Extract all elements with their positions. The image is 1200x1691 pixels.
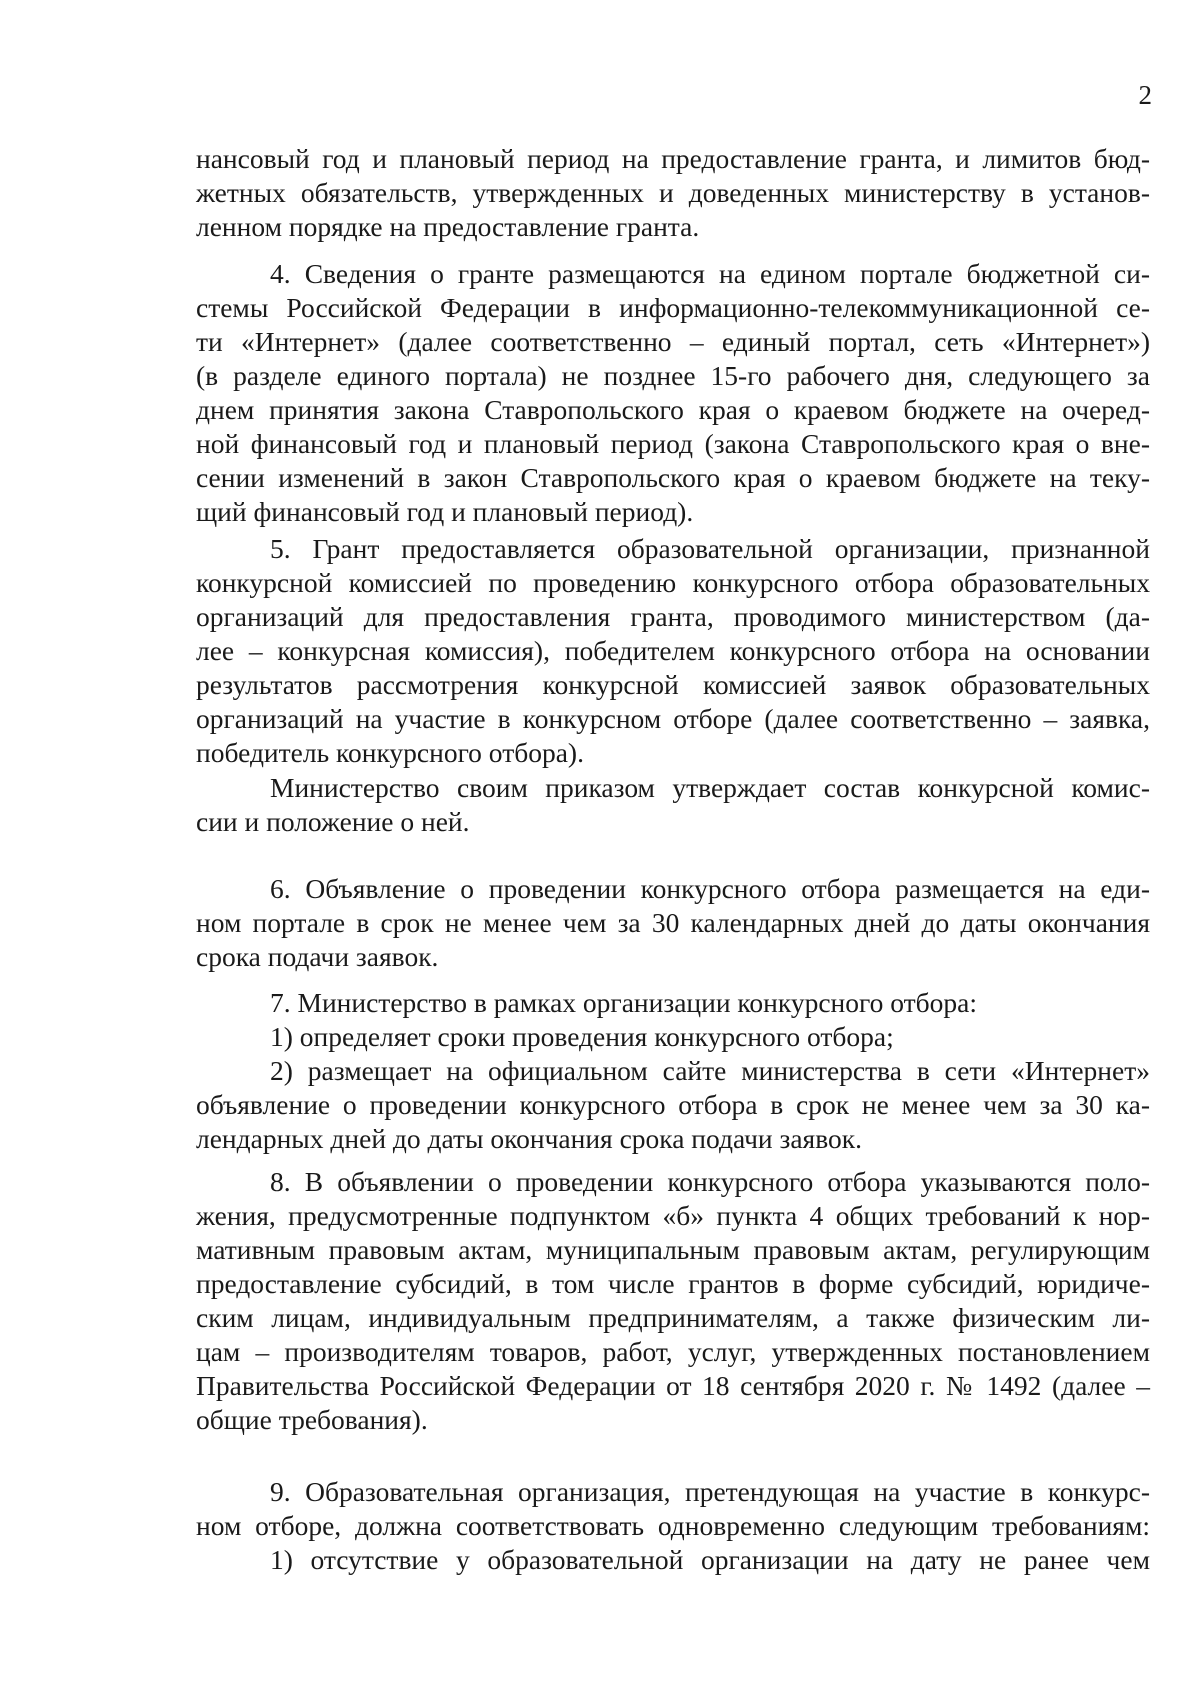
text-line: 6. Объявление о проведении конкурсного отбора размещается на еди-: [270, 873, 1150, 904]
text-line: стемы Российской Федерации в информационно-телекоммуникационной се-: [196, 292, 1150, 323]
paragraph-item-8: [196, 1165, 1150, 1437]
text-line: 4. Сведения о гранте размещаются на едином портале бюджетной си-: [270, 258, 1150, 289]
text-line: объявление о проведении конкурсного отбора в срок не менее чем за 30 ка-: [196, 1089, 1150, 1120]
text-line: ной финансовый год и плановый период (закона Ставропольского края о вне-: [196, 428, 1150, 459]
text-line: конкурсной комиссией по проведению конкурсного отбора образовательных: [196, 567, 1150, 598]
text-line: организаций для предоставления гранта, проводимого министерством (да-: [196, 601, 1150, 632]
text-line: победитель конкурсного отбора).: [196, 737, 584, 768]
text-line: общие требования).: [196, 1404, 428, 1435]
text-line: организаций на участие в конкурсном отборе (далее соответственно – заявка,: [196, 703, 1150, 734]
text-line: ским лицам, индивидуальным предпринимателям, а также физическим ли-: [196, 1302, 1150, 1333]
text-line: мативным правовым актам, муниципальным правовым актам, регулирующим: [196, 1234, 1150, 1265]
text-line: жения, предусмотренные подпунктом «б» пункта 4 общих требований к нор-: [196, 1200, 1150, 1231]
page-number: 2: [1138, 80, 1152, 110]
text-line: результатов рассмотрения конкурсной комиссией заявок образовательных: [196, 669, 1150, 700]
text-line: (в разделе единого портала) не позднее 15-го рабочего дня, следующего за: [196, 360, 1150, 391]
text-line: сии и положение о ней.: [196, 806, 470, 837]
paragraph-item-9: [196, 1475, 1150, 1577]
text-line: предоставление субсидий, в том числе грантов в форме субсидий, юридиче-: [196, 1268, 1150, 1299]
text-line: Правительства Российской Федерации от 18 сентября 2020 г. № 1492 (далее –: [196, 1370, 1150, 1401]
text-line: 2) размещает на официальном сайте министерства в сети «Интернет»: [270, 1055, 1150, 1086]
text-line: днем принятия закона Ставропольского края о краевом бюджете на очеред-: [196, 394, 1150, 425]
paragraph-item-7: [196, 986, 1150, 1156]
paragraph-item-4: [196, 257, 1150, 529]
text-line: цам – производителям товаров, работ, услуг, утвержденных постановлением: [196, 1336, 1150, 1367]
text-line: 1) отсутствие у образовательной организации на дату не ранее чем: [270, 1544, 1150, 1575]
text-line: ти «Интернет» (далее соответственно – единый портал, сеть «Интернет»): [196, 326, 1150, 357]
text-line: 5. Грант предоставляется образовательной организации, признанной: [270, 533, 1150, 564]
text-line: сении изменений в закон Ставропольского края о краевом бюджете на теку-: [196, 462, 1150, 493]
text-line: ленном порядке на предоставление гранта.: [196, 211, 700, 242]
text-line: ном портале в срок не менее чем за 30 календарных дней до даты окончания: [196, 907, 1150, 938]
text-line: Министерство своим приказом утверждает состав конкурсной комис-: [270, 772, 1150, 803]
text-line: срока подачи заявок.: [196, 941, 439, 972]
text-line: нансовый год и плановый период на предоставление гранта, и лимитов бюд-: [196, 143, 1150, 174]
text-line: ном отборе, должна соответствовать одновременно следующим требованиям:: [196, 1510, 1150, 1541]
paragraph-item-6: [196, 872, 1150, 974]
text-line: 8. В объявлении о проведении конкурсного отбора указываются поло-: [270, 1166, 1150, 1197]
paragraph-item-5b: [196, 771, 1150, 839]
text-line: лендарных дней до даты окончания срока подачи заявок.: [196, 1123, 862, 1154]
text-line: жетных обязательств, утвержденных и доведенных министерству в установ-: [196, 177, 1150, 208]
paragraph-continuation: [196, 142, 1150, 244]
text-line: 1) определяет сроки проведения конкурсного отбора;: [270, 1021, 894, 1052]
text-line: лее – конкурсная комиссия), победителем конкурсного отбора на основании: [196, 635, 1150, 666]
text-line: 9. Образовательная организация, претендующая на участие в конкурс-: [270, 1476, 1150, 1507]
paragraph-item-5: [196, 532, 1150, 770]
text-line: 7. Министерство в рамках организации конкурсного отбора:: [270, 987, 977, 1018]
text-line: щий финансовый год и плановый период).: [196, 496, 694, 527]
